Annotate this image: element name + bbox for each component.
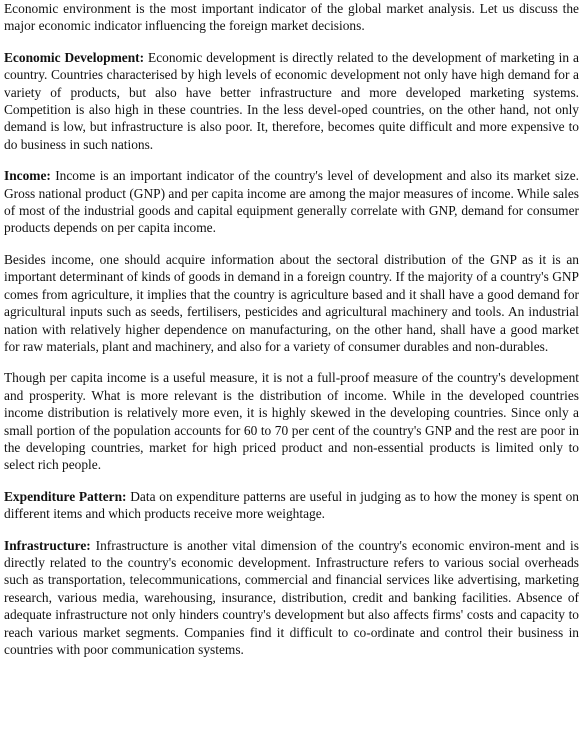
expenditure-pattern-heading: Expenditure Pattern: bbox=[4, 488, 127, 504]
income-paragraph bbox=[4, 167, 579, 237]
economic-development-text: Economic development is directly related to the development of marketing in a country. Countries characterised by high levels of economic development not only have high demand for a variety of products, but also have better infrastructure and more developed marketing systems. Competition is also high in these countries. In the less devel-oped countries, on the other hand, not only demand is low, but infrastructure is also poor. It, therefore, becomes quite difficult and more expensive to do business in such nations. bbox=[4, 49, 579, 152]
intro-paragraph: Economic environment is the most important indicator of the global market analysis. Let us discuss the major economic indicator influencing the foreign market decisions. bbox=[4, 1, 579, 34]
economic-development-heading: Economic Development: bbox=[4, 49, 145, 65]
income-heading: Income: bbox=[4, 168, 51, 184]
expenditure-pattern-text: Data on expenditure patterns are useful in judging as to how the money is spent on different items and which products receive more weightage. bbox=[4, 488, 579, 522]
sectoral-distribution-paragraph: Besides income, one should acquire information about the sectoral distribution of the GNP as it is an important determinant of kinds of goods in demand in a foreign country. If the majority of a country's GNP comes from agriculture, it implies that the country is agriculture based and it shall have a good demand for agricultural inputs such as seeds, fertilisers, pesticides and agricultural machinery and tools. An industrial nation with relatively higher dependence on manufacturing, on the other hand, shall have a good market for raw materials, plant and machinery, and also for a variety of consumer durables and non-durables. bbox=[4, 251, 579, 354]
income-text: Income is an important indicator of the country's level of development and also its market size. Gross national product (GNP) and per capita income are among the major measures of income. While sales of most of the industrial goods and capital equipment generally correlate with GNP, demand for consumer products depends on per capita income. bbox=[4, 168, 579, 236]
expenditure-pattern-paragraph bbox=[4, 488, 579, 523]
income-distribution-paragraph: Though per capita income is a useful measure, it is not a full-proof measure of the country's development and prosperity. What is more relevant is the distribution of income. While in the developed countries income distribution is relatively more even, it is highly skewed in the developing countries. Since only a small portion of the population accounts for 60 to 70 per cent of the country's GNP and the rest are poor in the developing countries, market for high priced product and non-essential products is limited only to select rich people. bbox=[4, 370, 579, 473]
document-page bbox=[4, 0, 579, 672]
infrastructure-heading: Infrastructure: bbox=[4, 537, 91, 553]
infrastructure-text: Infrastructure is another vital dimension of the country's economic environ-ment and is directly related to the country's economic development. Infrastructure refers to various social overheads such as transportation, telecommunications, commercial and financial services like advertising, marketing research, various media, warehousing, insurance, distribution, credit and banking facilities. Absence of adequate infrastructure not only hinders country's development but also affects firms' costs and capacity to reach various market segments. Companies find it difficult to co-ordinate and control their business in countries with poor communication systems. bbox=[4, 537, 579, 657]
infrastructure-paragraph bbox=[4, 537, 579, 659]
economic-development-paragraph bbox=[4, 49, 579, 153]
